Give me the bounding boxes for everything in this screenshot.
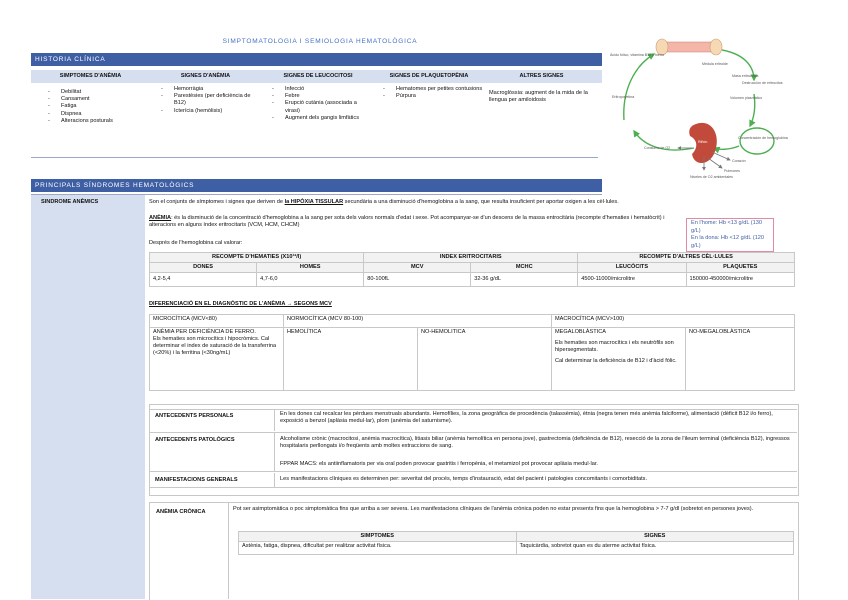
- th-leucocits: LEUCÒCITS: [578, 263, 686, 273]
- list-item: - Debilitat: [44, 89, 144, 96]
- list-item: - Infecció: [268, 86, 372, 93]
- hemolitica: HEMOLÍTICA: [284, 328, 418, 391]
- list-item: - Hemorràgia: [157, 86, 263, 93]
- list-item: - Parestèsies (per deficiència de B12): [157, 93, 263, 107]
- th-mchc: MCHC: [471, 263, 578, 273]
- ant-col-divider: [274, 409, 275, 431]
- no-megalo: NO-MEGALOBLÀSTICA: [686, 328, 795, 391]
- mcv-micro: MICROCÍTICA (MCV<80): [150, 315, 284, 328]
- cronica-td-signes: Taquicàrdia, sobretot quan es du aterme activitat física.: [516, 542, 794, 555]
- megalo-text-2: Cal determinar la deficiència de B12 i d'àcid fòlic.: [555, 358, 677, 364]
- ferro-cell: [150, 328, 284, 391]
- plaquetopenia-list: [379, 86, 483, 100]
- ref-dona: En la dona: Hb <12 g/dL (120 g/L): [691, 235, 765, 249]
- mcv-normo: NORMOCÍTICA (MCV 80-100): [284, 315, 552, 328]
- ref-home: En l'home: Hb <13 g/dL (130 g/L): [691, 220, 762, 234]
- col-header-leucocitosi: SIGNES DE LEUCOCITOSI: [283, 73, 353, 79]
- ant-patologics-text-2: FPPAR MACS: els antiinflamatoris per via oral poden provocar gastritis i ferropènia, el metamizol pot provocar aplàsia medul·lar.: [280, 461, 598, 467]
- ant-patologics-label: ANTECEDENTS PATOLÒGICS: [155, 437, 235, 443]
- diagram-label: Concentración de hemoglobina: [738, 136, 788, 140]
- list-item: - Erupció cutània (associada a virasi): [268, 100, 372, 114]
- diagram-label: Pulmones: [724, 169, 740, 173]
- erythropoiesis-diagram: [604, 36, 788, 188]
- ferro-text: Els hematies son microcítics i hipocròmics. Cal determinar el index de saturació de la transferrina (<20%) i la ferritina (<30ng/mL): [153, 336, 277, 356]
- th-homes: HOMES: [257, 263, 364, 273]
- simptomes-list: [44, 89, 144, 125]
- values-table: [149, 252, 795, 287]
- historia-clinica-bar: HISTORIA CLÍNICA: [31, 53, 602, 66]
- col-header-simptomes: SIMPTOMES D'ANÈMIA: [59, 73, 122, 79]
- megalo-cell: [552, 328, 686, 391]
- leucocitosi-list: [268, 86, 372, 122]
- diagram-label: Àcido fólico, vitamina B12 y hierro: [610, 53, 665, 57]
- no-hemolitica: NO-HEMOLITICA: [418, 328, 552, 391]
- td-dones: 4,2-5,4: [150, 273, 257, 287]
- cronica-th-signes: SIGNES: [516, 532, 794, 542]
- td-homes: 4,7-6,0: [257, 273, 364, 287]
- group-altres: RECOMPTE D'ALTRES CÈL·LULES: [578, 253, 795, 263]
- sindrome-anemic-label: SINDROME ANÈMICS: [41, 199, 99, 205]
- th-dones: DONES: [150, 263, 257, 273]
- sindromes-sidebar: [31, 195, 145, 599]
- ant-col-divider: [274, 433, 275, 471]
- td-mcv: 80-100fL: [364, 273, 471, 287]
- ant-personals-label: ANTECEDENTS PERSONALS: [155, 413, 234, 419]
- historia-divider: [31, 157, 598, 158]
- sindromes-bar: PRINCIPALS SÍNDROMES HEMATOLÒGICS: [31, 179, 602, 192]
- anemia-definition: ANÈMIA: és la disminució de la concentració d'hemoglobina a la sang per sota dels valors normals d'edat i sexe. Pot acompanyar-se d'un descens de la massa entrocitària (recompte d'hematies i hematòcrit) i alteracions en alguns índex eritrocitaris (VCM, HCM, CHCM): [149, 215, 665, 229]
- td-leucocits: 4500-11000/microlitre: [578, 273, 686, 287]
- th-mcv: MCV: [364, 263, 471, 273]
- list-item: - Hematomes per petites contusions: [379, 86, 483, 93]
- list-item: - Fatiga: [44, 103, 144, 110]
- megalo-text-1: Els hematies son macrocítics i els neutròfils son hipersegmentats.: [555, 340, 674, 353]
- col-header-plaquetopenia: SIGNES DE PLAQUETOPÈNIA: [389, 73, 469, 79]
- sindrome-intro: Son el conjunts de símptomes i signes que deriven de la HIPÒXIA TISSULAR secundària a una disminució d'hemoglobina a la sang, que resulta insuficient per aportar oxigen a les cèl·lules.: [149, 199, 619, 205]
- ferro-title: ANÈMIA PER DEFICIÈNCIA DE FERRO.: [153, 329, 256, 335]
- col-header-signes-anemia: SIGNES D'ANÈMIA: [180, 73, 231, 79]
- hb-reference-box: [686, 218, 774, 252]
- diagram-label: Masa eritrocítica: [732, 74, 759, 78]
- cronica-label: ANÈMIA CRÒNICA: [156, 509, 206, 515]
- mcv-table: [149, 314, 795, 391]
- diagram-label: Niveles de O2 ambientales: [690, 175, 733, 179]
- list-item: - Icterícia (hemòlisis): [157, 108, 263, 115]
- list-item: - Dispnea: [44, 111, 144, 118]
- group-index: INDEX ERITROCITARIS: [364, 253, 578, 263]
- diagram-label: Médula eritroide: [702, 62, 728, 66]
- diagram-label: Destrucción de eritrocitos: [742, 81, 783, 85]
- cronica-text: Pot ser asimptomàtica o poc simptomàtica fins que arriba a ser severa. Les manifestacions clíniques de l'anèmia crònica poden no estar presents fins que la hemoglobina > 7-7 g/dl (sobretot en persones joves).: [233, 506, 754, 512]
- list-item: - Augment dels gangis limfàtics: [268, 115, 372, 122]
- diagram-label: Corazón: [732, 159, 746, 163]
- cronica-col-divider: [228, 502, 229, 599]
- ant-manifestacions-label: MANIFESTACIONS GENERALS: [155, 477, 238, 483]
- th-plaquetes: PLAQUETES: [686, 263, 794, 273]
- td-plaquetes: 150000-450000/microlitre: [686, 273, 794, 287]
- ant-personals-text: En les dones cal recalcar les pèrdues menstruals abundants. Hemofílies, la zona geogràfica de procedència (talassèmia), ètnia (negra tenen més anèmia falciforme), alimentació (dèficit B12 i/o ferro), exposició a benzol (aplàsia medul·lar), plom (anèmia del saturnisme).: [280, 411, 773, 425]
- signes-anemia-list: [157, 86, 263, 115]
- megalo-title: MEGALOBLÀSTICA: [555, 329, 606, 335]
- ant-col-divider: [274, 473, 275, 487]
- cronica-table: [238, 531, 794, 555]
- list-item: - Febre: [268, 93, 372, 100]
- altres-signes-text: Macroglòssia: augment de la mida de la llengua per amiloidosis: [489, 90, 588, 104]
- ant-manifestacions-text: Les manifestacions clíniques es determinen per: severitat del procés, temps d'instauració, edat del pacient i patologies concomitants i comorbiditats.: [280, 476, 648, 482]
- mcv-macro: MACROCÍTICA (MCV>100): [552, 315, 795, 328]
- despres-text: Després de l'hemoglobina cal valorar:: [149, 240, 243, 246]
- diferenciacio-heading: DIFERENCIACIÓ EN EL DIAGNÒSTIC DE L'ANÈMIA → SEGONS MCV: [149, 301, 332, 307]
- bone-icon: [656, 39, 722, 55]
- page-title: SIMPTOMATOLOGIA I SEMIOLOGIA HEMATOLÒGICA: [222, 38, 418, 45]
- list-item: - Alteracions posturals: [44, 118, 144, 125]
- ant-patologics-text: Alcoholisme crònic (macrocitosi, anèmia macrocítica), litiasis biliar (anèmia hemolítica en persona jove), gastrectomia (deficiència de B12), resecció de la zona de l'ileum terminal (deficiència B12), ingressos hospitalaris perllongats i/o freqüents amb moltes extraccions de sang.: [280, 436, 790, 450]
- cronica-th-simptomes: SIMPTOMES: [239, 532, 517, 542]
- list-item: - Cansament: [44, 96, 144, 103]
- diagram-label: Eritropoyetina: [612, 95, 635, 99]
- diagram-label: Consumo de O2: [644, 146, 671, 150]
- list-item: - Púrpura: [379, 93, 483, 100]
- td-mchc: 32-36 g/dL: [471, 273, 578, 287]
- cronica-td-simptomes: Astènia, fatiga, dispnea, dificultat per realitzar activitat física.: [239, 542, 517, 555]
- group-hematies: RECOMPTE D'HEMATIES (X10¹²/l): [150, 253, 364, 263]
- diagram-label: Riñón: [698, 140, 708, 144]
- diagram-label: Volumen plasmático: [730, 96, 763, 100]
- col-header-altres: ALTRES SIGNES: [519, 73, 564, 79]
